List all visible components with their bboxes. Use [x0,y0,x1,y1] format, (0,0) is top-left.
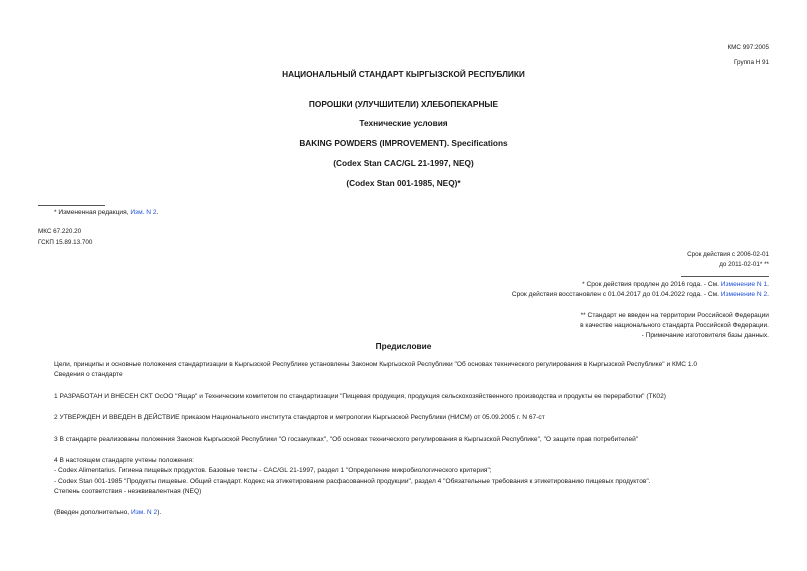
preface-item-4-line-3: Степень соответствия - неэквивалентная (NEQ) [54,488,202,495]
preface-item-4-heading: 4 В настоящем стандарте учтены положения: [54,457,194,464]
preface-item-1: 1 РАЗРАБОТАН И ВНЕСЕН СКТ ОсОО "Ящар" и Техническим комитетом по стандартизации "Пищевая продукция, продукция сельскохозяйственного производства и продукты ее переработки" (ТК02) [54,393,666,400]
validity-extension: * Срок действия продлен до 2016 года. - См. Изменение N 1. [582,281,769,288]
validity-restored: Срок действия восстановлен с 01.04.2017 до 01.04.2022 года. - См. Изменение N 2. [511,291,769,298]
validity-from: Срок действия с 2006-02-01 [687,251,769,258]
db-note-line-2: в качестве национального стандарта Российской Федерации. [580,322,769,329]
document-code: КМС 997:2005 [727,44,769,51]
footnote-divider [38,205,105,206]
preface-item-4-line-1: - Codex Alimentarius. Гигиена пищевых продуктов. Базовые тексты - CAC/GL 21-1997, раздел 1 "Определение микробиологического критерия"; [54,467,492,474]
preface-intro: Цели, принципы и основные положения стандартизации в Кыргызской Республике установлены Законом Кыргызской Республики "Об основах технического регулирования в Кыргызской Республике" и КМС 1.0 [54,361,698,368]
mks-code: МКС 67.220.20 [38,228,82,235]
standard-subtitle: Технические условия [359,118,448,128]
db-note-line-1: ** Стандарт не введен на территории Российской Федерации [580,312,769,319]
amendment-2-link-validity[interactable]: Изменение N 2 [720,291,768,298]
national-standard-title: НАЦИОНАЛЬНЫЙ СТАНДАРТ КЫРГЫЗСКОЙ РЕСПУБЛИКИ [282,69,525,79]
preface-item-4-line-2: - Codex Stan 001-1985 "Продукты пищевые. Общий стандарт. Кодекс на этикетирование расфасованной продукции", раздел 4 "Обязательные требования к этикетированию пищевых продуктов". [54,478,651,485]
footnote-revision: * Измененная редакция, Изм. N 2. [54,209,159,216]
db-note-line-3: - Примечание изготовителя базы данных. [641,332,769,339]
introduced-note: (Введен дополнительно, Изм. N 2). [54,509,162,516]
standard-title: ПОРОШКИ (УЛУЧШИТЕЛИ) ХЛЕБОПЕКАРНЫЕ [308,99,499,109]
preface-title: Предисловие [375,341,432,351]
validity-to: до 2011-02-01* ** [719,261,769,268]
group-code: Группа Н 91 [733,59,769,66]
amendment-2-link-introduced[interactable]: Изм. N 2 [130,509,158,516]
gskp-code: ГСКП 15.89.13.700 [38,239,93,246]
codex-reference-2: (Codex Stan 001-1985, NEQ)* [346,178,461,188]
validity-divider [681,276,769,277]
standard-info-heading: Сведения о стандарте [54,371,123,378]
amendment-1-link[interactable]: Изменение N 1 [720,281,768,288]
english-title: BAKING POWDERS (IMPROVEMENT). Specifications [299,138,508,148]
preface-item-3: 3 В стандарте реализованы положения Законов Кыргызской Республики "О госзакупках", "Об основах технического регулирования в Кыргызской Республике", "О защите прав потребителей" [54,436,639,443]
amendment-2-link[interactable]: Изм. N 2 [130,209,157,216]
codex-reference-1: (Codex Stan CAC/GL 21-1997, NEQ) [333,158,474,168]
preface-item-2: 2 УТВЕРЖДЕН И ВВЕДЕН В ДЕЙСТВИЕ приказом Национального института стандартов и метрологии Кыргызской Республики (НИСМ) от 05.09.2005 г. N 67-ст [54,414,545,421]
